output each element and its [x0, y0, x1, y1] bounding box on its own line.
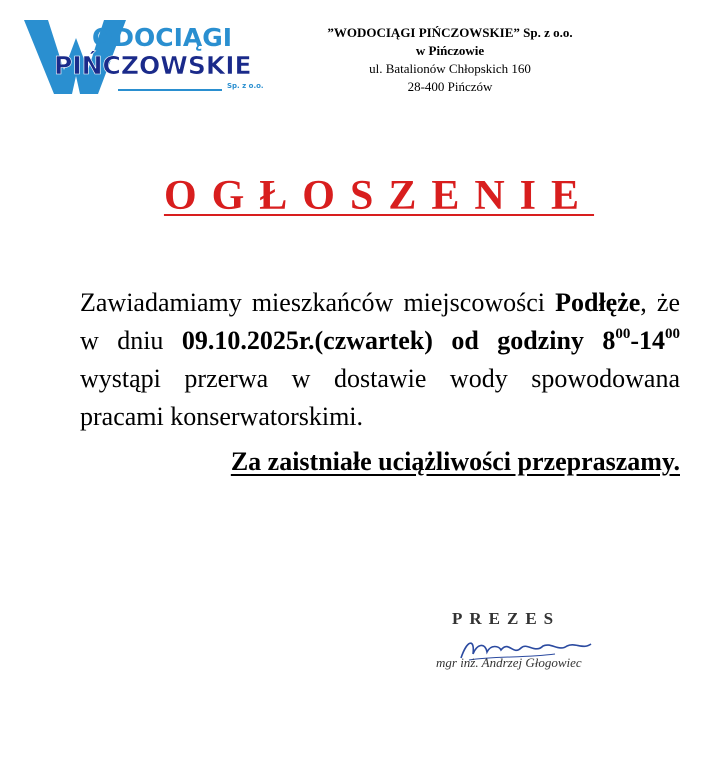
signatory-name: mgr inż. Andrzej Głogowiec [436, 655, 582, 670]
notice-title: OGŁOSZENIE [163, 173, 595, 219]
company-street: ul. Batalionów Chłopskich 160 [369, 61, 531, 76]
company-address [300, 24, 600, 96]
company-name: ”WODOCIĄGI PIŃCZOWSKIE” Sp. z o.o. [327, 25, 573, 40]
company-town: w Pińczowie [415, 43, 485, 58]
company-logo [22, 18, 292, 98]
logo-line2: PIŃCZOWSKIE [54, 51, 252, 80]
logo-suffix: Sp. z o.o. [227, 82, 264, 90]
notice-date: 09.10.2025r.(czwartek) od godziny $8^{00}-14^{00}$ [181, 326, 681, 355]
notice-text-1: Zawiadamiamy mieszkańców miejscowości [80, 288, 545, 317]
logo-line1: ODOCIĄGI [92, 23, 233, 52]
notice-body [80, 284, 680, 436]
notice-text-3: wystąpi przerwa w dostawie wody spowodowana pracami konserwatorskimi. [80, 364, 680, 431]
notice-text-2: , że w dniu [80, 288, 680, 355]
company-postal: 28-400 Pińczów [407, 79, 493, 94]
notice-place: Podłęże [555, 288, 641, 317]
signature-title: PREZES [452, 609, 561, 628]
apology-line: Za zaistniałe uciążliwości przepraszamy. [230, 447, 680, 476]
